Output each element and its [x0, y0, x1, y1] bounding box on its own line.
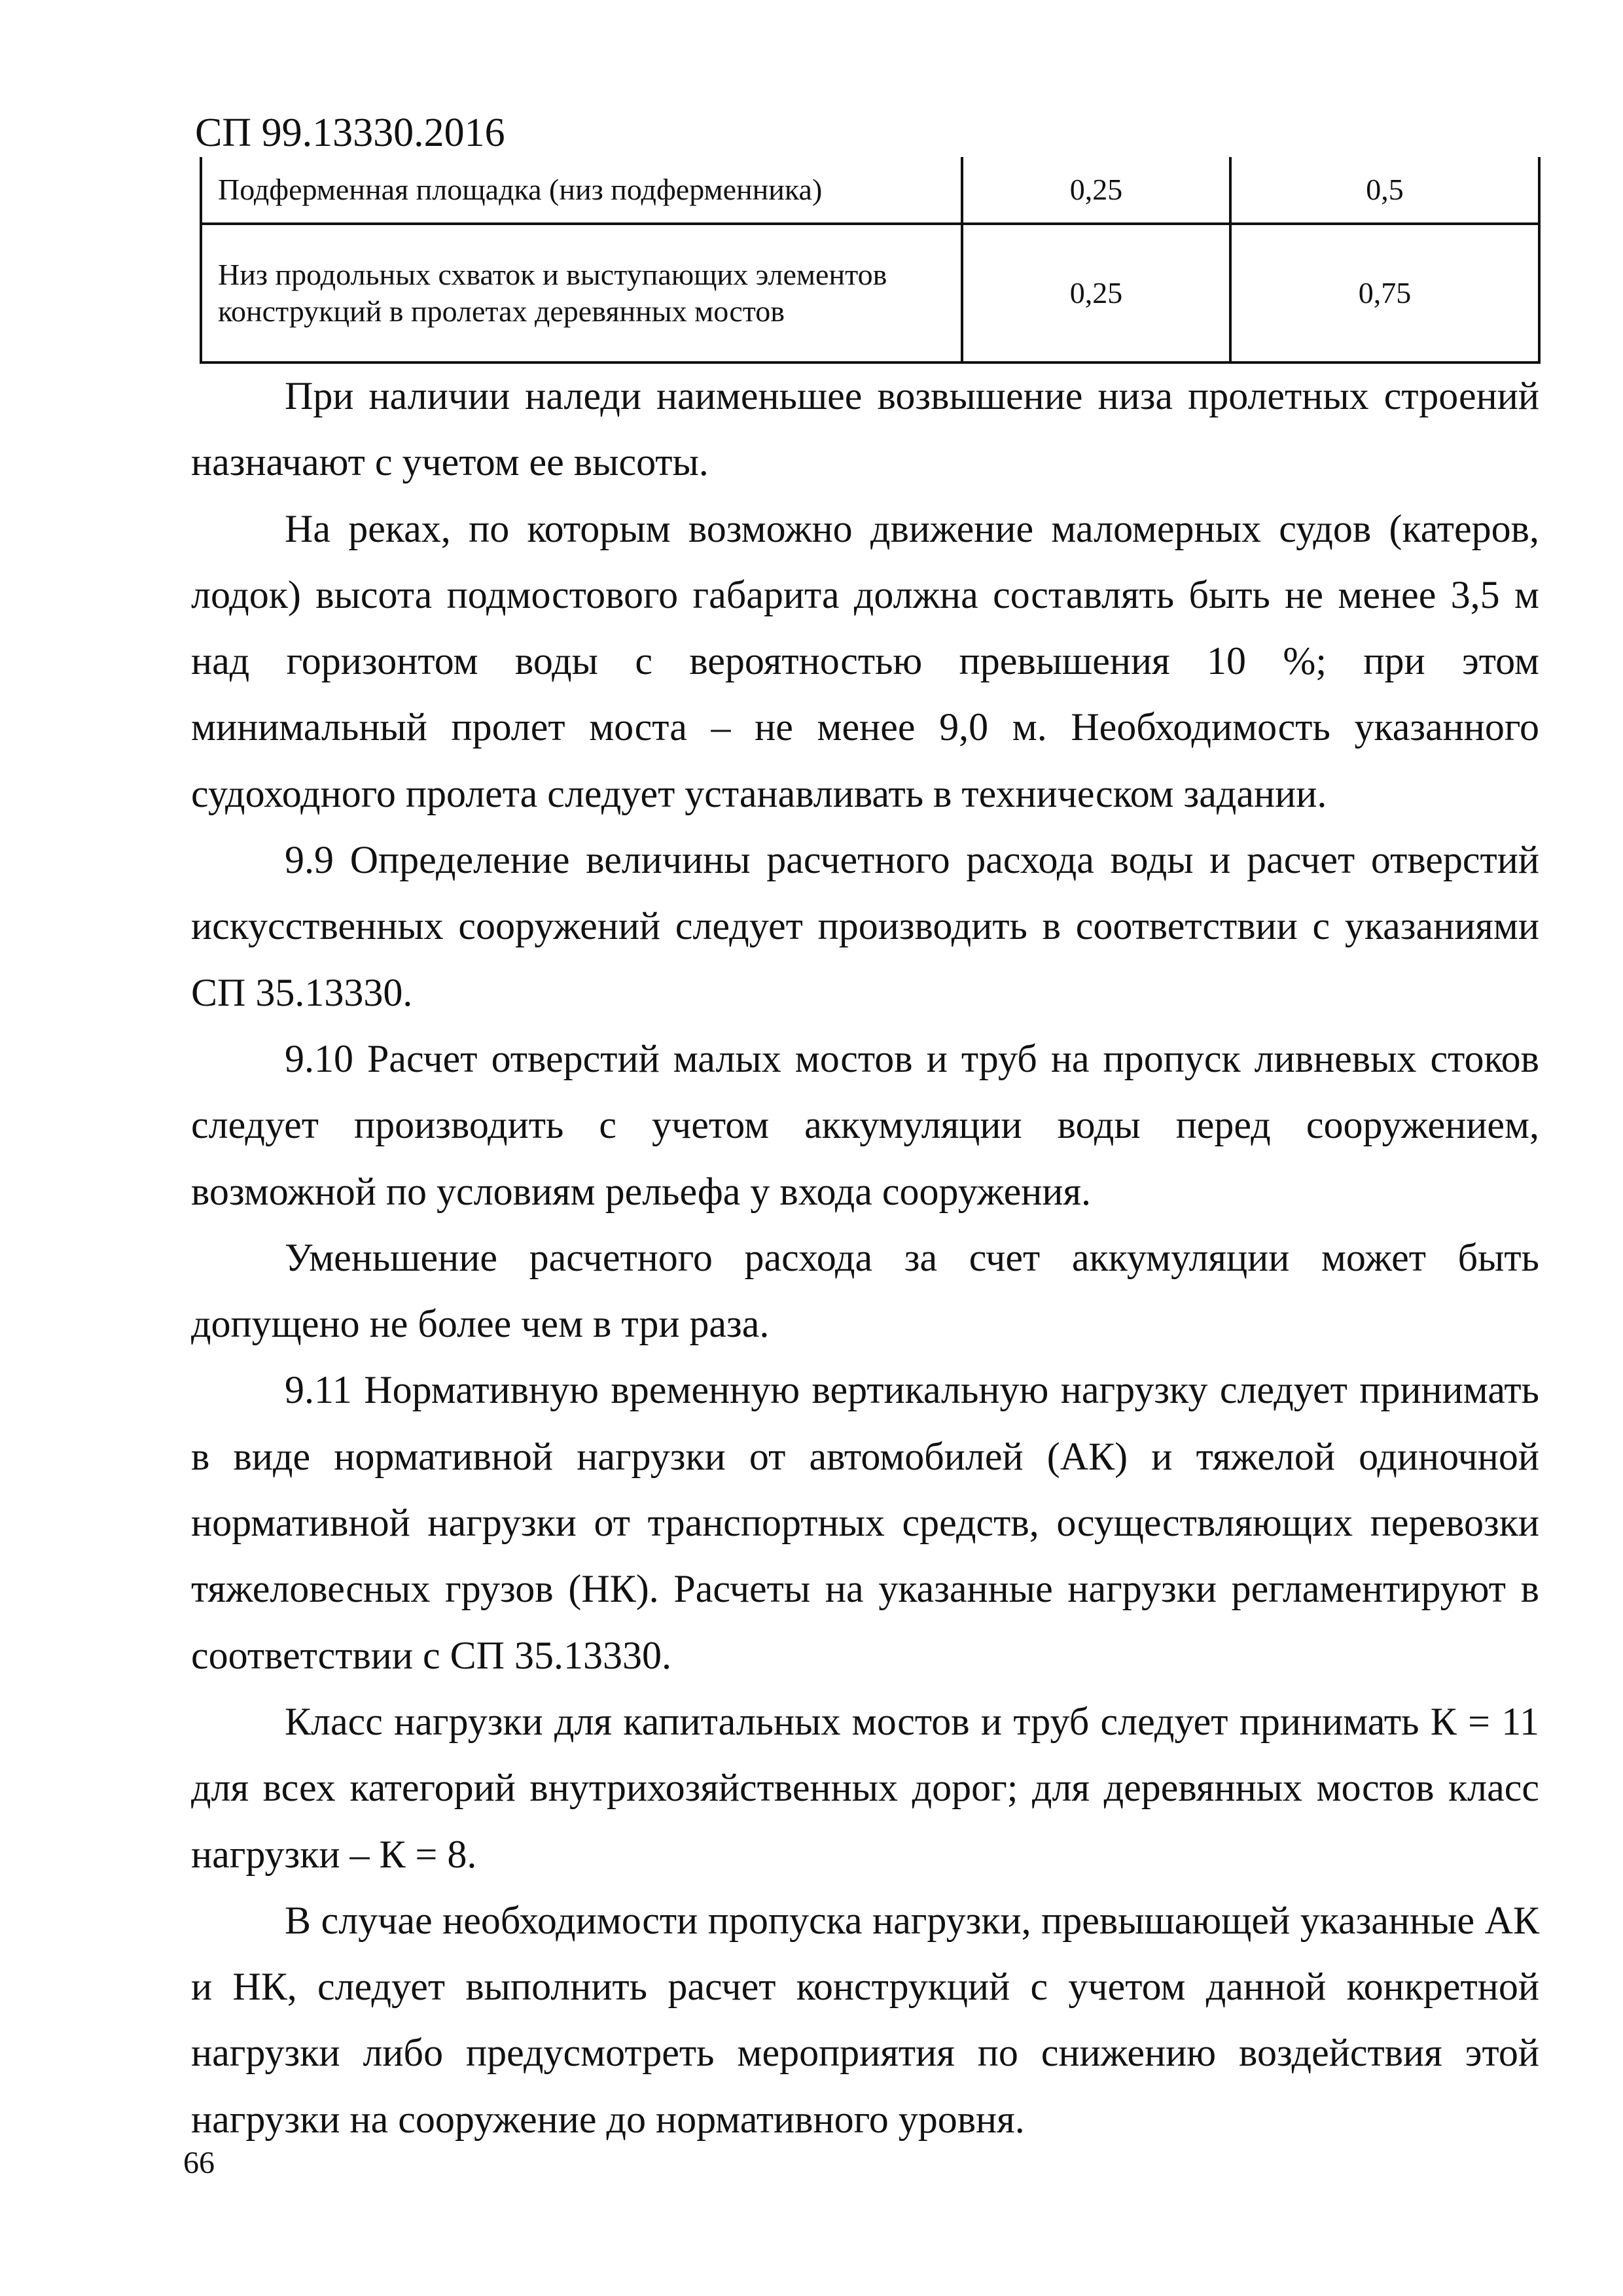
body-text [191, 363, 1539, 2153]
table-cell-element: Низ продольных схваток и выступающих элементов конструкций в пролетах деревянных мостов [201, 224, 962, 362]
table-cell-element: Подферменная площадка (низ подферменника) [201, 157, 962, 224]
paragraph-ice: При наличии наледи наименьшее возвышение низа пролетных строений назначают с учетом ее высоты. [191, 374, 1539, 484]
paragraph-exceeding-load: В случае необходимости пропуска нагрузки, превышающей указанные АК и НК, следует выполнить расчет конструкций с учетом данной конкретной нагрузки либо предусмотреть мероприятия по снижению воздействия этой нагрузки на сооружение до нормативного уровня. [191, 1898, 1539, 2141]
paragraph-load-class: Класс нагрузки для капитальных мостов и труб следует принимать К = 11 для всех категорий внутрихозяйственных дорог; для деревянных мостов класс нагрузки – К = 8. [191, 1699, 1539, 1876]
table-row [201, 157, 1539, 224]
paragraph-9-9: 9.9 Определение величины расчетного расхода воды и расчет отверстий искусственных сооружений следует производить в соответствии с указаниями СП 35.13330. [191, 838, 1539, 1014]
paragraph-9-10: 9.10 Расчет отверстий малых мостов и труб на пропуск ливневых стоков следует производить с учетом аккумуляции воды перед сооружением, возможной по условиям рельефа у входа сооружения. [191, 1036, 1539, 1213]
table-cell-value-1: 0,25 [962, 224, 1230, 362]
table-row [201, 224, 1539, 362]
table-cell-value-1: 0,25 [962, 157, 1230, 224]
page-number: 66 [183, 2146, 215, 2180]
table-cell-value-2: 0,75 [1230, 224, 1539, 362]
paragraph-9-11: 9.11 Нормативную временную вертикальную нагрузку следует принимать в виде нормативной нагрузки от автомобилей (АК) и тяжелой одиночной нормативной нагрузки от транспортных средств, осуществляющих перевозки тяжеловесных грузов (НК). Расчеты на указанные нагрузки регламентируют в соответствии с СП 35.13330. [191, 1368, 1539, 1677]
table-cell-value-2: 0,5 [1230, 157, 1539, 224]
document-code: СП 99.13330.2016 [195, 111, 505, 155]
paragraph-flow-reduction: Уменьшение расчетного расхода за счет аккумуляции может быть допущено не более чем в три раза. [191, 1235, 1539, 1346]
paragraph-small-vessels: На реках, по которым возможно движение маломерных судов (катеров, лодок) высота подмостового габарита должна составлять быть не менее 3,5 м над горизонтом воды с вероятностью превышения 10 %; при этом минимальный пролет моста – не менее 9,0 м. Необходимость указанного судоходного пролета следует устанавливать в техническом задании. [191, 506, 1539, 815]
clearance-table [200, 157, 1541, 364]
